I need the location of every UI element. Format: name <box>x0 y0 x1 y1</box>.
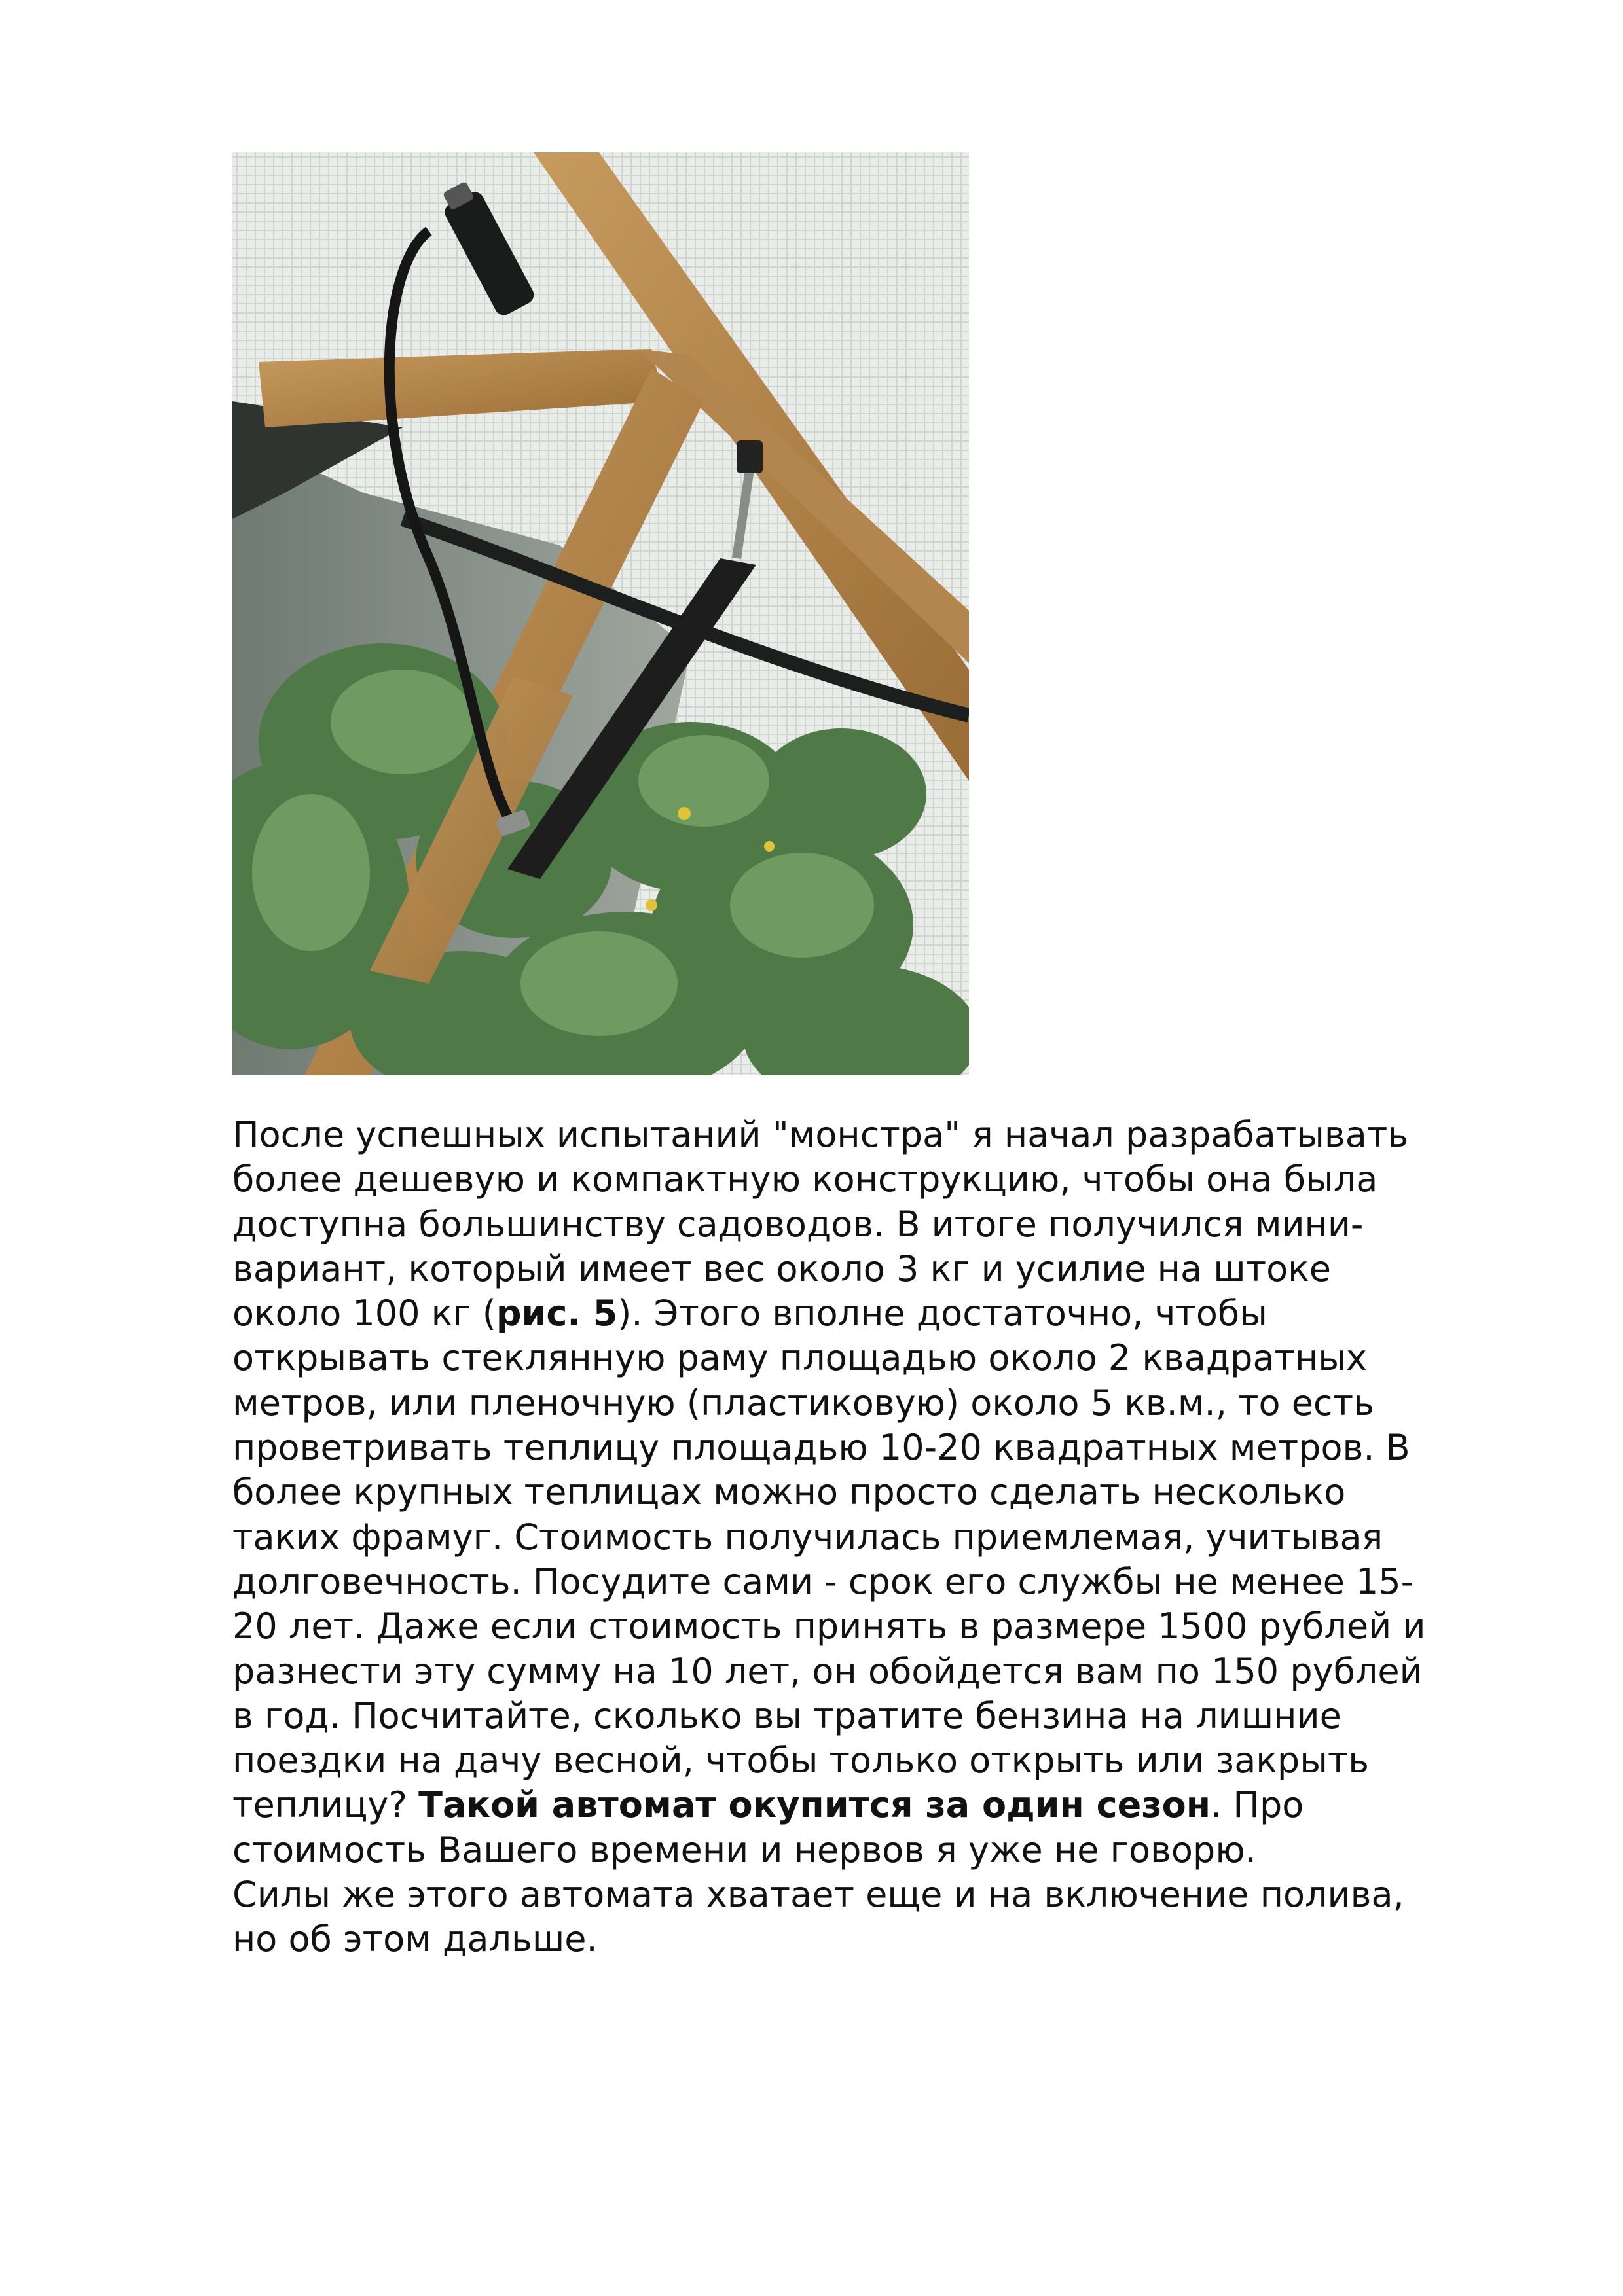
text-line: После успешных испытаний "монстра" я начал разрабатывать <box>232 1114 1409 1155</box>
text-line: более крупных теплицах можно просто сделать несколько <box>232 1471 1346 1513</box>
body-paragraph <box>232 1113 1529 1962</box>
text-line: открывать стеклянную раму площадью около 2 квадратных <box>232 1337 1367 1379</box>
text-line: разнести эту сумму на 10 лет, он обойдется вам по 150 рублей <box>232 1650 1423 1692</box>
emphasis-payback: Такой автомат окупится за один сезон <box>418 1784 1211 1826</box>
text-line: в год. Посчитайте, сколько вы тратите бензина на лишние <box>232 1695 1341 1736</box>
text-line: таких фрамуг. Стоимость получилась приемлемая, учитывая <box>232 1516 1383 1558</box>
text-line: проветривать теплицу площадью 10-20 квадратных метров. В <box>232 1427 1410 1469</box>
text-line: долговечность. Посудите сами - срок его службы не менее 15- <box>232 1560 1414 1602</box>
text-line: стоимость Вашего времени и нервов я уже не говорю. <box>232 1829 1256 1871</box>
text-line: поездки на дачу весной, чтобы только открыть или закрыть <box>232 1740 1370 1782</box>
figure-reference: рис. 5 <box>496 1293 618 1335</box>
text-line: доступна большинству садоводов. В итоге получился мини- <box>232 1203 1364 1245</box>
greenhouse-vent-opener-photo <box>232 152 969 1075</box>
text-line: метров, или пленочную (пластиковую) около 5 кв.м., то есть <box>232 1382 1374 1424</box>
text-line: более дешевую и компактную конструкцию, чтобы она была <box>232 1158 1378 1200</box>
text-line: 20 лет. Даже если стоимость принять в размере 1500 рублей и <box>232 1605 1426 1647</box>
text-line: теплицу? Такой автомат окупится за один сезон. Про <box>232 1784 1304 1826</box>
text-line: вариант, который имеет вес около 3 кг и усилие на штоке <box>232 1247 1331 1289</box>
text-line: Силы же этого автомата хватает еще и на включение полива, <box>232 1874 1404 1916</box>
text-line: но об этом дальше. <box>232 1918 598 1960</box>
text-line: около 100 кг (рис. 5). Этого вполне достаточно, чтобы <box>232 1293 1267 1335</box>
photo-illustration <box>232 152 969 1075</box>
